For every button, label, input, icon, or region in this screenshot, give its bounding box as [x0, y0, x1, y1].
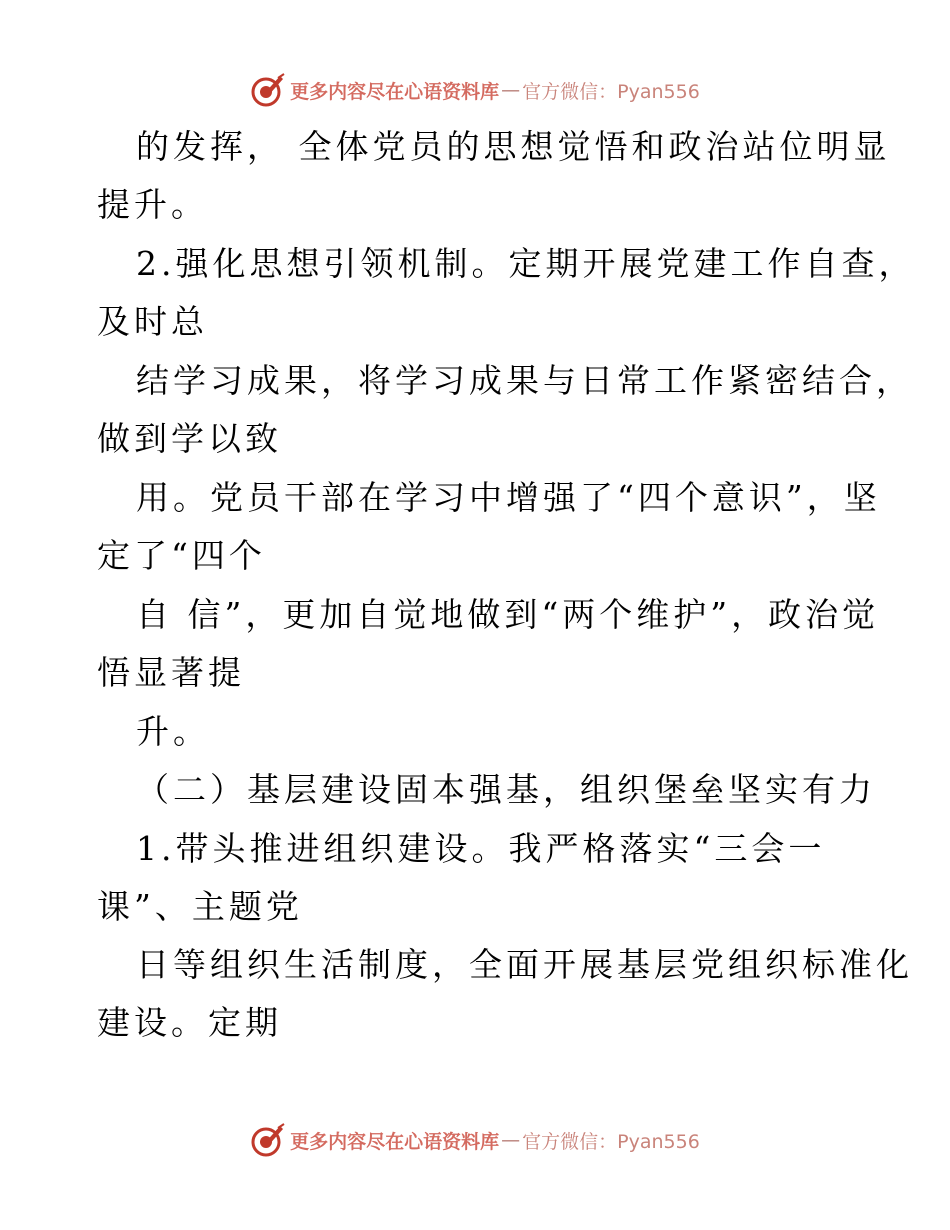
- watermark-separator: —: [501, 1129, 521, 1151]
- text-line: 1.带头推进组织建设。我严格落实“三会一: [136, 829, 826, 868]
- header-watermark: [0, 70, 950, 110]
- text-line: 的发挥， 全体党员的思想觉悟和政治站位明显: [136, 127, 891, 166]
- footer-watermark: [0, 1120, 950, 1160]
- text-line: 及时总: [97, 302, 208, 341]
- section-heading: （二）基层建设固本强基，组织堡垒坚实有力: [136, 770, 876, 809]
- text-line: 自 信”，更加自觉地做到“两个维护”，政治觉: [136, 595, 880, 634]
- watermark-brand-text: 更多内容尽在心语资料库: [290, 1130, 500, 1153]
- watermark-separator: —: [501, 79, 521, 101]
- quill-seal-icon: [250, 1122, 286, 1158]
- text-line: 课”、主题党: [97, 887, 303, 926]
- text-line: 悟显著提: [97, 653, 245, 692]
- watermark-contact-text: 官方微信：Pyan556: [522, 80, 700, 103]
- text-line: 日等组织生活制度，全面开展基层党组织标准化: [136, 945, 913, 984]
- text-line: 用。党员干部在学习中增强了“四个意识”，坚: [136, 478, 881, 517]
- text-line: 2.强化思想引领机制。定期开展党建工作自查，: [136, 244, 916, 283]
- text-line: 结学习成果，将学习成果与日常工作紧密结合，: [136, 361, 913, 400]
- watermark-contact-text: 官方微信：Pyan556: [522, 1130, 700, 1153]
- text-line: 做到学以致: [97, 419, 282, 458]
- quill-seal-icon: [250, 72, 286, 108]
- text-line: 建设。定期: [97, 1003, 282, 1042]
- text-line: 提升。: [97, 185, 208, 224]
- text-line: 升。: [136, 712, 210, 751]
- text-line: 定了“四个: [97, 536, 266, 575]
- watermark-brand-text: 更多内容尽在心语资料库: [290, 80, 500, 103]
